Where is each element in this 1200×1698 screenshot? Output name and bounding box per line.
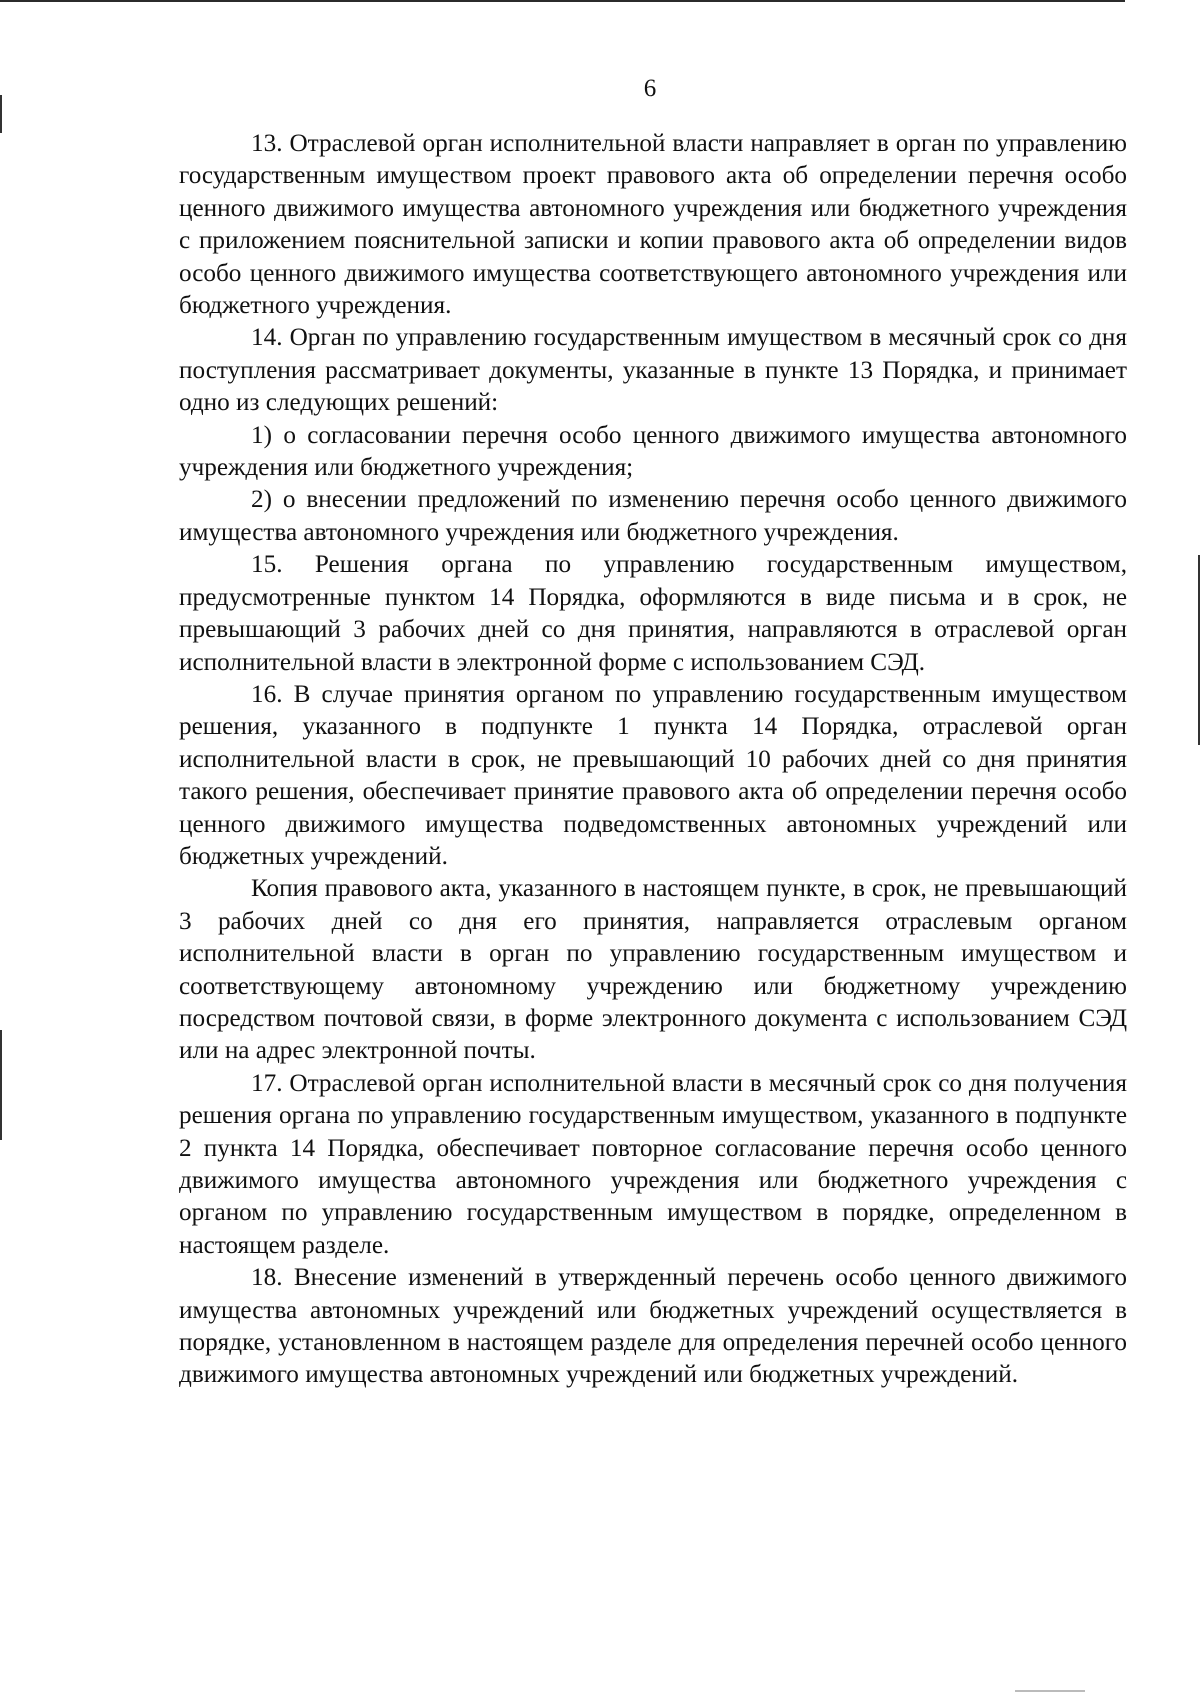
paragraph-14-item-1: 1) о согласовании перечня особо ценного движимого имущества автономного учреждения или бюджетного учреждения; (179, 421, 1127, 482)
document-body (179, 128, 1127, 1392)
paragraph-16-copy: Копия правового акта, указанного в настоящем пункте, в срок, не превышающий 3 рабочих дней со дня его принятия, направляется отраслевым органом исполнительной власти в орган по управлению государственным имуществом и соответствующему автономному учреждению или бюджетному учреждению посредством почтовой связи, в форме электронного документа с использованием СЭД или на адрес электронной почты. (179, 875, 1127, 1065)
page-number: 6 (643, 75, 657, 102)
scan-mark-left (0, 1030, 2, 1140)
scan-edge-top (0, 0, 1125, 2)
paragraph-15: 15. Решения органа по управлению государственным имуществом, предусмотренные пунктом 14 Порядка, оформляются в виде письма и в срок, не превышающий 3 рабочих дней со дня принятия, направляются в отраслевой орган исполнительной власти в электронной форме с использованием СЭД. (179, 551, 1127, 676)
paragraph-13: 13. Отраслевой орган исполнительной власти направляет в орган по управлению государственным имуществом проект правового акта об определении перечня особо ценного движимого имущества автономного учреждения или бюджетного учреждения с приложением пояснительной записки и копии правового акта об определении видов особо ценного движимого имущества соответствующего автономного учреждения или бюджетного учреждения. (179, 130, 1127, 320)
paragraph-17: 17. Отраслевой орган исполнительной власти в месячный срок со дня получения решения органа по управлению государственным имуществом, указанного в подпункте 2 пункта 14 Порядка, обеспечивает повторное согласование перечня особо ценного движимого имущества автономного учреждения или бюджетного учреждения с органом по управлению государственным имуществом в порядке, определенном в настоящем разделе. (179, 1069, 1127, 1259)
paragraph-18: 18. Внесение изменений в утвержденный перечень особо ценного движимого имущества автономных учреждений или бюджетных учреждений осуществляется в порядке, установленном в настоящем разделе для определения перечней особо ценного движимого имущества автономных учреждений или бюджетных учреждений. (179, 1264, 1127, 1389)
paragraph-14-item-2: 2) о внесении предложений по изменению перечня особо ценного движимого имущества автономного учреждения или бюджетного учреждения. (179, 486, 1127, 546)
scan-mark-bottom (1015, 1690, 1085, 1692)
paragraph-14: 14. Орган по управлению государственным имуществом в месячный срок со дня поступления рассматривает документы, указанные в пункте 13 Порядка, и принимает одно из следующих решений: (179, 324, 1127, 417)
paragraph-16: 16. В случае принятия органом по управлению государственным имуществом решения, указанного в подпункте 1 пункта 14 Порядка, отраслевой орган исполнительной власти в срок, не превышающий 10 рабочих дней со дня принятия такого решения, обеспечивает принятие правового акта об определении перечня особо ценного движимого имущества подведомственных автономных учреждений или бюджетных учреждений. (179, 680, 1127, 870)
